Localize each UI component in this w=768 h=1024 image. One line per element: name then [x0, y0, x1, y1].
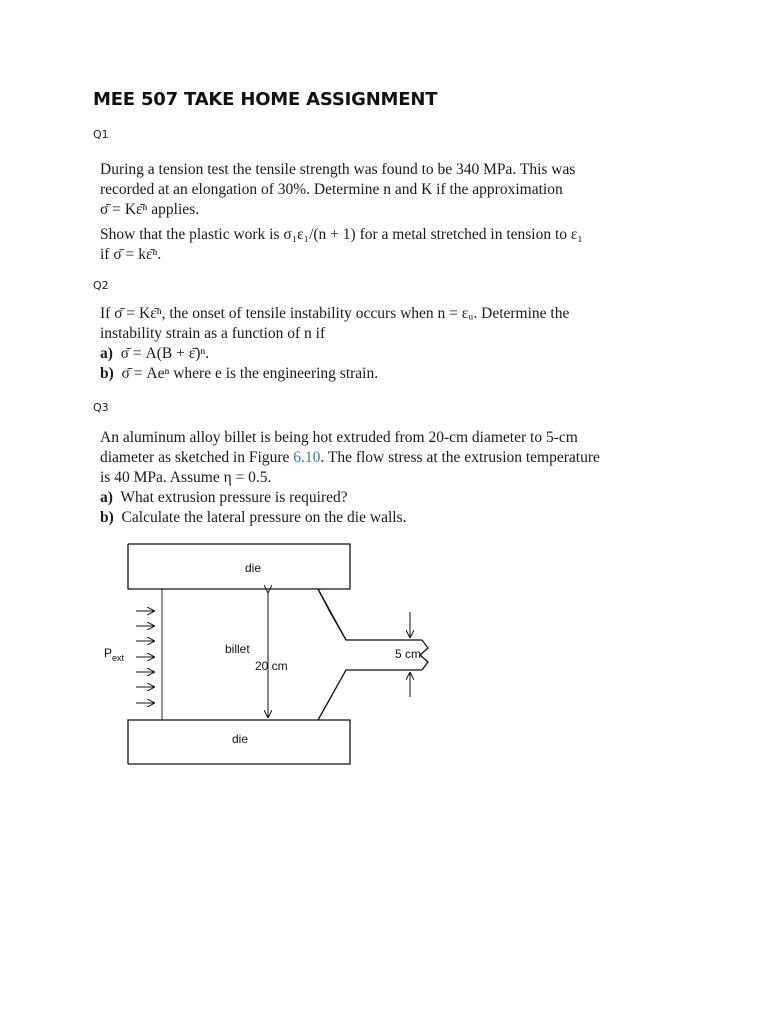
- top-die-outline: [128, 544, 422, 640]
- pressure-arrows: [136, 611, 154, 703]
- q3-part-a-marker: a): [100, 489, 113, 506]
- q2-line-2: instability strain as a function of n if: [100, 325, 326, 342]
- q3-line-2-before: diameter as sketched in Figure: [100, 449, 294, 466]
- label-die-bottom: die: [232, 732, 249, 746]
- q3-part-b-marker: b): [100, 509, 114, 526]
- q2-part-b-text: σ̄ = Aeⁿ where e is the engineering strain.: [121, 365, 379, 382]
- q1-line-3: σ̄ = Kε̄ⁿ applies.: [100, 201, 200, 218]
- q2-part-b-marker: b): [100, 365, 114, 382]
- label-20cm: 20 cm: [255, 659, 288, 673]
- label-billet: billet: [225, 642, 250, 656]
- q3-label: Q3: [93, 401, 109, 414]
- q1-label: Q1: [93, 128, 109, 141]
- label-5cm: 5 cm: [395, 647, 422, 661]
- rod-break: [420, 640, 428, 670]
- q3-part-b-text: Calculate the lateral pressure on the die walls.: [121, 509, 407, 526]
- q1-line-2: recorded at an elongation of 30%. Determine n and K if the approximation: [100, 181, 563, 198]
- label-p: P: [104, 646, 113, 660]
- q3-line-2-after: . The flow stress at the extrusion temperature: [320, 449, 600, 466]
- q1-line-1: During a tension test the tensile strength was found to be 340 MPa. This was: [100, 161, 576, 178]
- label-ext-subscript: ext: [112, 653, 125, 663]
- q2-part-a-marker: a): [100, 345, 113, 362]
- bottom-die-outline: [128, 670, 422, 764]
- q1-line-4: Show that the plastic work is σ₁ε₁/(n + 1) for a metal stretched in tension to ε₁: [100, 226, 583, 243]
- q2-label: Q2: [93, 279, 109, 292]
- q3-part-a-text: What extrusion pressure is required?: [120, 489, 348, 506]
- figure-reference-link[interactable]: 6.10: [293, 449, 321, 466]
- label-p-ext: [104, 646, 125, 663]
- q2-line-1: If σ̄ = Kε̄ⁿ, the onset of tensile instability occurs when n = εᵤ. Determine the: [100, 305, 570, 322]
- q2-part-a-text: σ̄ = A(B + ε̄)ⁿ.: [120, 345, 210, 362]
- q3-line-3: is 40 MPa. Assume η = 0.5.: [100, 469, 272, 486]
- label-die-top: die: [245, 561, 262, 575]
- q1-line-5: if σ̄ = kε̄ⁿ.: [100, 246, 162, 263]
- assignment-title: MEE 507 TAKE HOME ASSIGNMENT: [93, 89, 438, 110]
- q3-line-1: An aluminum alloy billet is being hot extruded from 20-cm diameter to 5-cm: [100, 429, 578, 446]
